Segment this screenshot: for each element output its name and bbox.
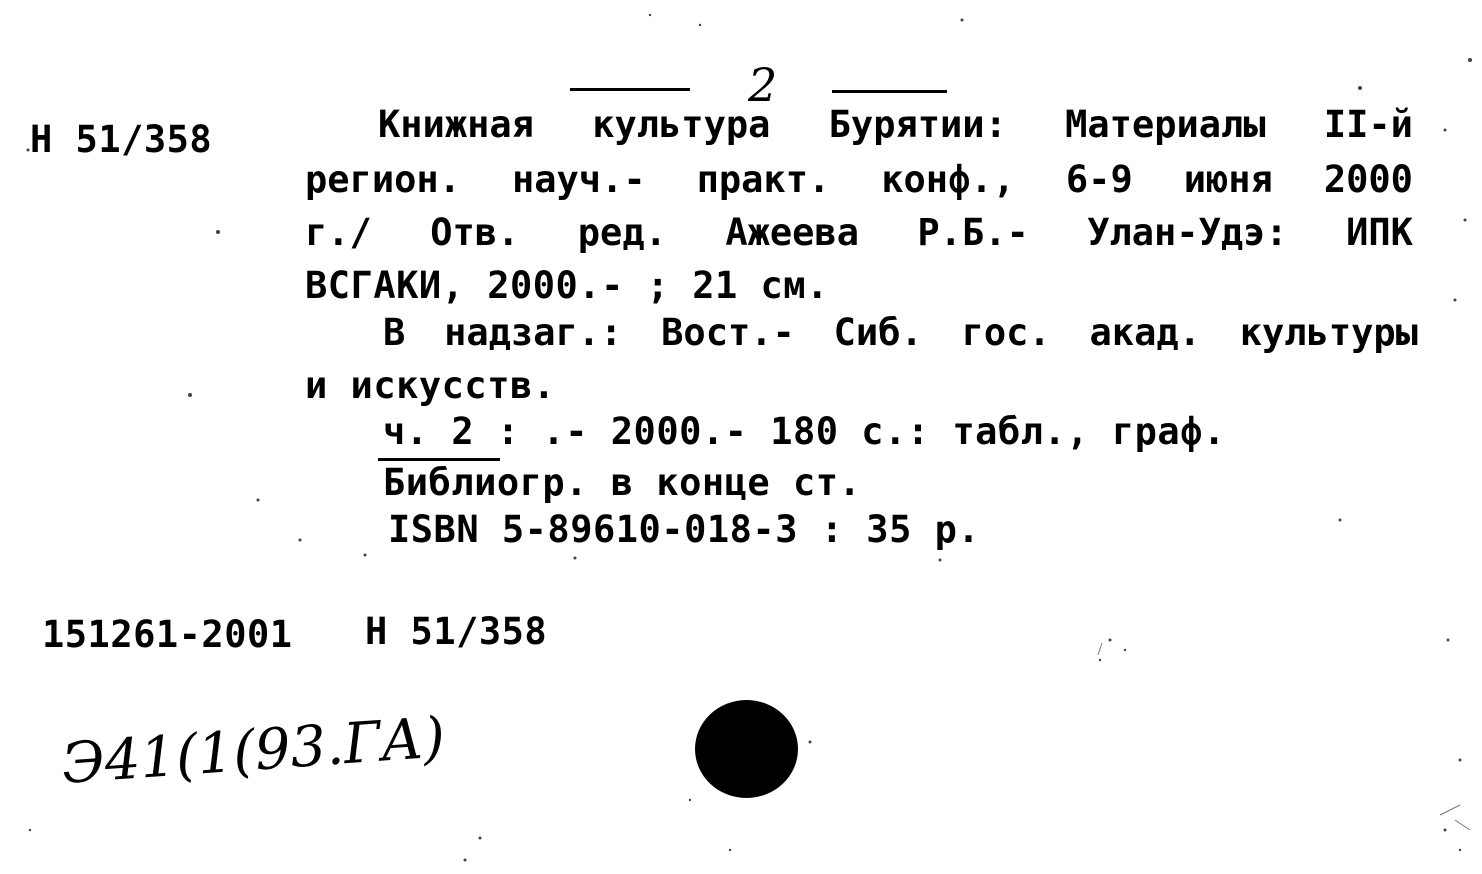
title-line-2: регион. науч.- практ. конф., 6-9 июня 2000 xyxy=(305,158,1413,201)
part-line xyxy=(383,412,1226,452)
accession-shelf-mark: Н 51/358 xyxy=(365,610,548,653)
accession-number: 151261-2001 xyxy=(42,613,293,656)
shelf-mark: Н 51/358 xyxy=(30,118,213,161)
title-line-3: г./ Отв. ред. Ажеева Р.Б.- Улан-Удэ: ИПК xyxy=(305,211,1413,254)
isbn-line: ISBN 5-89610-018-3 : 35 р. xyxy=(388,508,981,551)
page-number: 2 xyxy=(748,58,778,112)
part-label: ч. 2 xyxy=(383,410,475,453)
page-number-right-dash xyxy=(832,90,947,93)
title-line-4: ВСГАКИ, 2000.- ; 21 см. xyxy=(305,264,829,307)
punched-hole xyxy=(695,700,798,798)
note-line-1: В надзаг.: Вост.- Сиб. гос. акад. культуры xyxy=(383,311,1418,354)
bibliography-note: Библиогр. в конце ст. xyxy=(383,461,862,504)
part-details: : .- 2000.- 180 с.: табл., граф. xyxy=(474,410,1226,453)
handwritten-classification: Э41(1(93.ГА) xyxy=(59,705,448,797)
title-line-1: Книжная культура Бурятии: Материалы II-й xyxy=(378,103,1413,146)
page-number-left-dash xyxy=(570,88,690,91)
note-line-2: и искусств. xyxy=(305,364,556,407)
